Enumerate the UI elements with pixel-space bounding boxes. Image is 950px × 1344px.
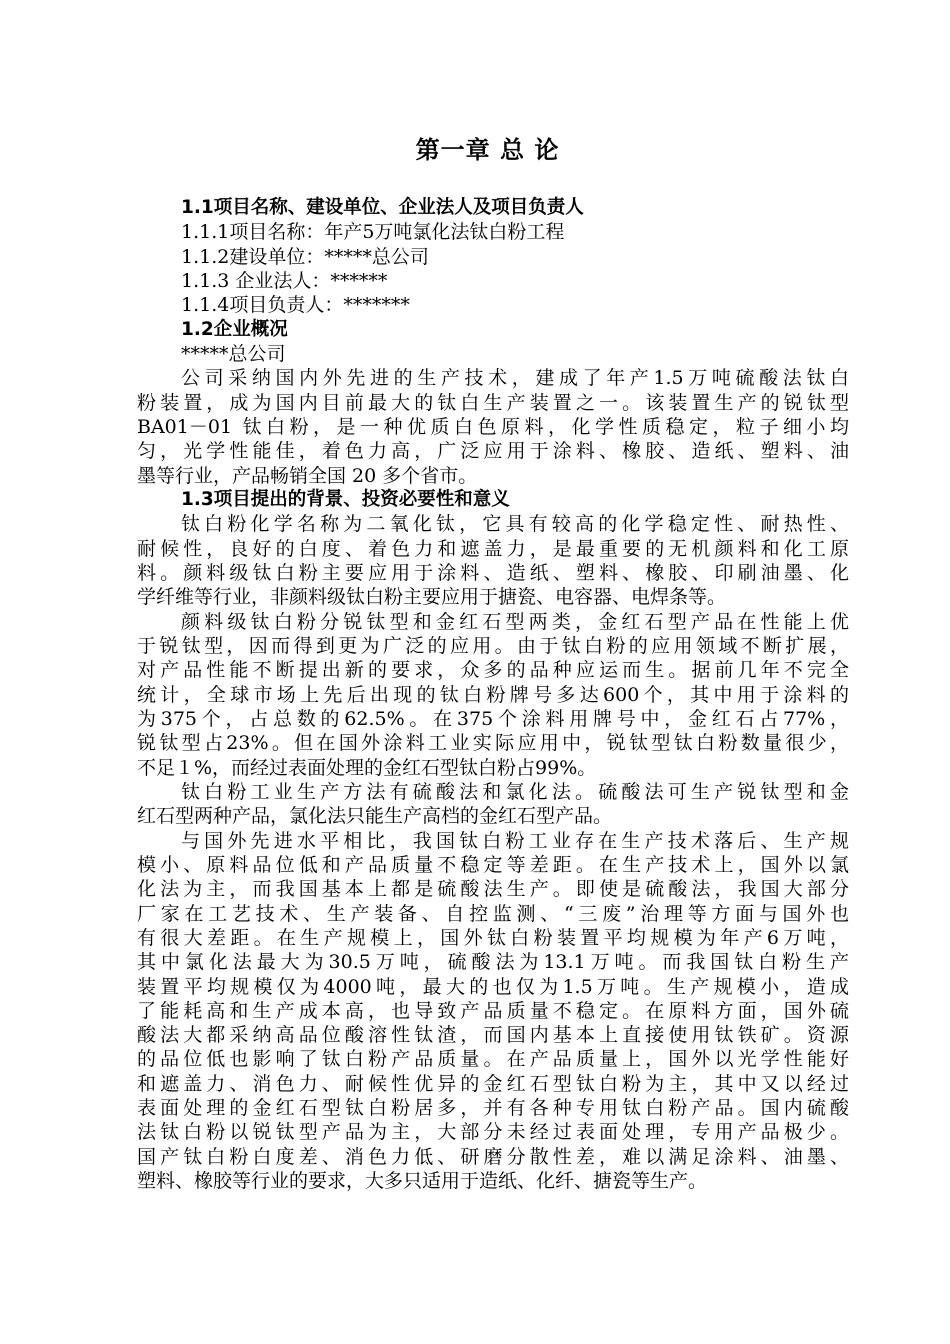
text-line: 统计，全球市场上先后出现的钛白粉牌号多达600个，其中用于涂料的 (137, 683, 849, 706)
text-line: 1.1.3 企业法人：****** (181, 269, 388, 292)
text-line: 料。颜料级钛白粉主要应用于涂料、造纸、塑料、橡胶、印刷油墨、化 (137, 561, 849, 584)
text-line: 锐钛型占23%。但在国外涂料工业实际应用中，锐钛型钛白粉数量很少， (137, 732, 849, 755)
text-line: 钛白粉化学名称为二氧化钛，它具有较高的化学稳定性、耐热性、 (181, 513, 849, 536)
text-line: 为375个，占总数的62.5%。在375个涂料用牌号中，金红石占77%， (137, 707, 849, 730)
text-line: *****总公司 (181, 342, 286, 365)
text-line: 有很大差距。在生产规模上，国外钛白粉装置平均规模为年产6万吨， (137, 926, 849, 949)
text-line: 表面处理的金红石型钛白粉居多，并有各种专用钛白粉产品。国内硫酸 (137, 1097, 849, 1120)
text-line: 塑料、橡胶等行业的要求，大多只适用于造纸、化纤、搪瓷等生产。 (137, 1170, 708, 1193)
text-line: 公司采纳国内外先进的生产技术，建成了年产1.5万吨硫酸法钛白 (181, 367, 849, 390)
text-line: BA01－01 钛白粉，是一种优质白色原料，化学性质稳定，粒子细小均 (137, 415, 849, 438)
text-line: 1.1.4项目负责人：******* (181, 294, 410, 317)
text-line: 和遮盖力、消色力、耐候性优异的金红石型钛白粉为主，其中又以经过 (137, 1072, 849, 1095)
text-line: 耐候性，良好的白度、着色力和遮盖力，是最重要的无机颜料和化工原 (137, 537, 849, 560)
text-line: 学纤维等行业，非颜料级钛白粉主要应用于搪瓷、电容器、电焊条等。 (137, 586, 727, 609)
section-heading: 1.1项目名称、建设单位、企业法人及项目负责人 (181, 197, 584, 218)
text-line: 其中氯化法最大为30.5万吨，硫酸法为13.1万吨。而我国钛白粉生产 (137, 951, 849, 974)
text-line: 的品位低也影响了钛白粉产品质量。在产品质量上，国外以光学性能好 (137, 1048, 849, 1071)
text-line: 红石型两种产品，氯化法只能生产高档的金红石型产品。 (137, 805, 613, 828)
text-line: 不足１%，而经过表面处理的金红石型钛白粉占99%。 (137, 756, 597, 779)
text-line: 模小、原料品位低和产品质量不稳定等差距。在生产技术上，国外以氯 (137, 853, 849, 876)
text-line: 于锐钛型，因而得到更为广泛的应用。由于钛白粉的应用领域不断扩展， (137, 634, 849, 657)
text-line: 厂家在工艺技术、生产装备、自控监测、“三废”治理等方面与国外也 (137, 902, 849, 925)
text-line: 匀，光学性能佳，着色力高，广泛应用于涂料、橡胶、造纸、塑料、油 (137, 440, 849, 463)
text-line: 颜料级钛白粉分锐钛型和金红石型两类，金红石型产品在性能上优 (181, 610, 849, 633)
text-line: 酸法大都采纳高品位酸溶性钛渣，而国内基本上直接使用钛铁矿。资源 (137, 1024, 849, 1047)
text-line: 1.1.1项目名称：年产5万吨氯化法钛白粉工程 (181, 221, 565, 244)
chapter-title: 第一章 总 论 (415, 136, 560, 164)
text-line: 装置平均规模仅为4000吨，最大的也仅为1.5万吨。生产规模小，造成 (137, 975, 849, 998)
text-line: 了能耗高和生产成本高，也导致产品质量不稳定。在原料方面，国外硫 (137, 999, 849, 1022)
text-line: 墨等行业，产品畅销全国 20 多个省市。 (137, 464, 478, 487)
text-line: 化法为主，而我国基本上都是硫酸法生产。即使是硫酸法，我国大部分 (137, 878, 849, 901)
text-line: 1.1.2建设单位：*****总公司 (181, 245, 429, 268)
text-line: 与国外先进水平相比，我国钛白粉工业存在生产技术落后、生产规 (181, 829, 849, 852)
section-heading: 1.3项目提出的背景、投资必要性和意义 (181, 488, 510, 510)
section-heading: 1.2企业概况 (181, 318, 288, 340)
text-line: 钛白粉工业生产方法有硫酸法和氯化法。硫酸法可生产锐钛型和金 (181, 780, 849, 803)
text-line: 法钛白粉以锐钛型产品为主，大部分未经过表面处理，专用产品极少。 (137, 1121, 849, 1144)
text-line: 粉装置，成为国内目前最大的钛白生产装置之一。该装置生产的锐钛型 (137, 391, 849, 414)
text-line: 对产品性能不断提出新的要求，众多的品种应运而生。据前几年不完全 (137, 659, 849, 682)
text-line: 国产钛白粉白度差、消色力低、研磨分散性差，难以满足涂料、油墨、 (137, 1145, 849, 1168)
document-body (137, 196, 849, 1193)
